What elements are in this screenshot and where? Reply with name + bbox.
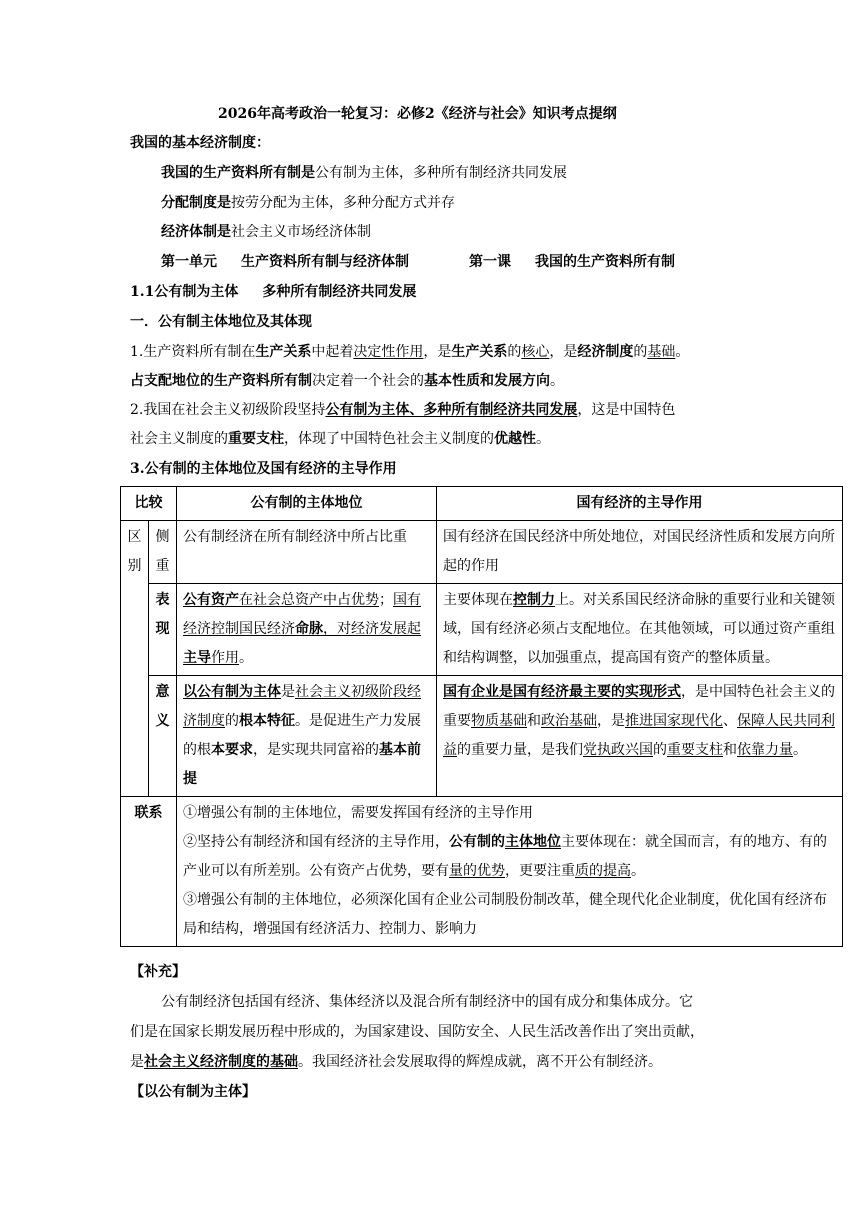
paragraph-1: 1.生产资料所有制在生产关系中起着决定性作用，是生产关系的核心，是经济制度的基础。 xyxy=(130,344,690,360)
cell-focus-col1: 公有制经济在所有制经济中所占比重 xyxy=(177,521,437,584)
cell-show-col1: 公有资产在社会总资产中占优势；国有经济控制国民经济命脉，对经济发展起主导作用。 xyxy=(177,584,437,676)
row-label-link: 联系 xyxy=(121,797,177,947)
basic-system-item-3: 经济体制是社会主义市场经济体制 xyxy=(161,224,371,240)
basic-system-item-2: 分配制度是按劳分配为主体，多种分配方式并存 xyxy=(161,195,455,211)
paragraph-3: 2.我国在社会主义初级阶段坚持公有制为主体、多种所有制经济共同发展，这是中国特色 xyxy=(130,402,676,418)
table-row-link xyxy=(121,797,843,947)
cell-link xyxy=(177,797,843,947)
cell-meaning-col1: 以公有制为主体是社会主义初级阶段经济制度的根本特征。是促进生产力发展的根本要求，是实现共同富裕的基本前提 xyxy=(177,676,437,797)
link-point-2: ②坚持公有制经济和国有经济的主导作用，公有制的主体地位主要体现在：就全国而言，有的地方、有的产业可以有所差别。公有资产占优势，要有量的优势，更要注重质的提高。 xyxy=(183,834,827,879)
supplement-line-3: 是社会主义经济制度的基础。我国经济社会发展取得的辉煌成就，离不开公有制经济。 xyxy=(130,1054,662,1070)
header-state-economy: 国有经济的主导作用 xyxy=(437,487,843,521)
table-header-row xyxy=(121,487,843,521)
document-title: 2026年高考政治一轮复习：必修2《经济与社会》知识考点提纲 xyxy=(218,106,617,122)
link-point-3: ③增强公有制的主体地位，必须深化国有企业公司制股份制改革，健全现代化企业制度，优化国有经济布局和结构，增强国有经济活力、控制力、影响力 xyxy=(183,892,827,937)
supplement-heading: 【补充】 xyxy=(130,964,186,980)
table-row-show xyxy=(121,584,843,676)
paragraph-2: 占支配地位的生产资料所有制决定着一个社会的基本性质和发展方向。 xyxy=(130,373,564,389)
cell-show-col2: 主要体现在控制力上。对关系国民经济命脉的重要行业和关键领域，国有经济必须占支配地位。在其他领域，可以通过资产重组和结构调整，以加强重点，提高国有资产的整体质量。 xyxy=(437,584,843,676)
table-row-meaning xyxy=(121,676,843,797)
cell-meaning-col2: 国有企业是国有经济最主要的实现形式，是中国特色社会主义的重要物质基础和政治基础，是推进国家现代化、保障人民共同利益的重要力量，是我们党执政兴国的重要支柱和依靠力量。 xyxy=(437,676,843,797)
supplement-line-2: 们是在国家长期发展历程中形成的，为国家建设、国防安全、人民生活改善作出了突出贡献， xyxy=(130,1024,704,1040)
part3-heading: 3.公有制的主体地位及国有经济的主导作用 xyxy=(130,461,397,477)
header-compare: 比较 xyxy=(121,487,177,521)
cell-focus-col2: 国有经济在国民经济中所处地位，对国民经济性质和发展方向所起的作用 xyxy=(437,521,843,584)
basic-system-item-1: 我国的生产资料所有制是公有制为主体，多种所有制经济共同发展 xyxy=(161,165,567,181)
link-point-1: ①增强公有制的主体地位，需要发挥国有经济的主导作用 xyxy=(183,805,533,821)
row-label-meaning: 意义 xyxy=(149,676,177,797)
paragraph-4: 社会主义制度的重要支柱，体现了中国特色社会主义制度的优越性。 xyxy=(130,431,550,447)
table-row-focus xyxy=(121,521,843,584)
section-heading-1-1: 1.1公有制为主体 多种所有制经济共同发展 xyxy=(130,284,417,300)
comparison-table xyxy=(120,486,843,947)
row-label-show: 表现 xyxy=(149,584,177,676)
next-section-heading: 【以公有制为主体】 xyxy=(130,1084,256,1100)
basic-system-heading: 我国的基本经济制度： xyxy=(130,135,270,151)
supplement-line-1: 公有制经济包括国有经济、集体经济以及混合所有制经济中的国有成分和集体成分。它 xyxy=(161,994,693,1010)
header-public-ownership: 公有制的主体地位 xyxy=(177,487,437,521)
row-label-difference: 区别 xyxy=(121,521,149,797)
part1-heading: 一．公有制主体地位及其体现 xyxy=(130,314,312,330)
unit-heading: 第一单元 生产资料所有制与经济体制 第一课 我国的生产资料所有制 xyxy=(161,254,675,270)
row-label-focus: 侧重 xyxy=(149,521,177,584)
